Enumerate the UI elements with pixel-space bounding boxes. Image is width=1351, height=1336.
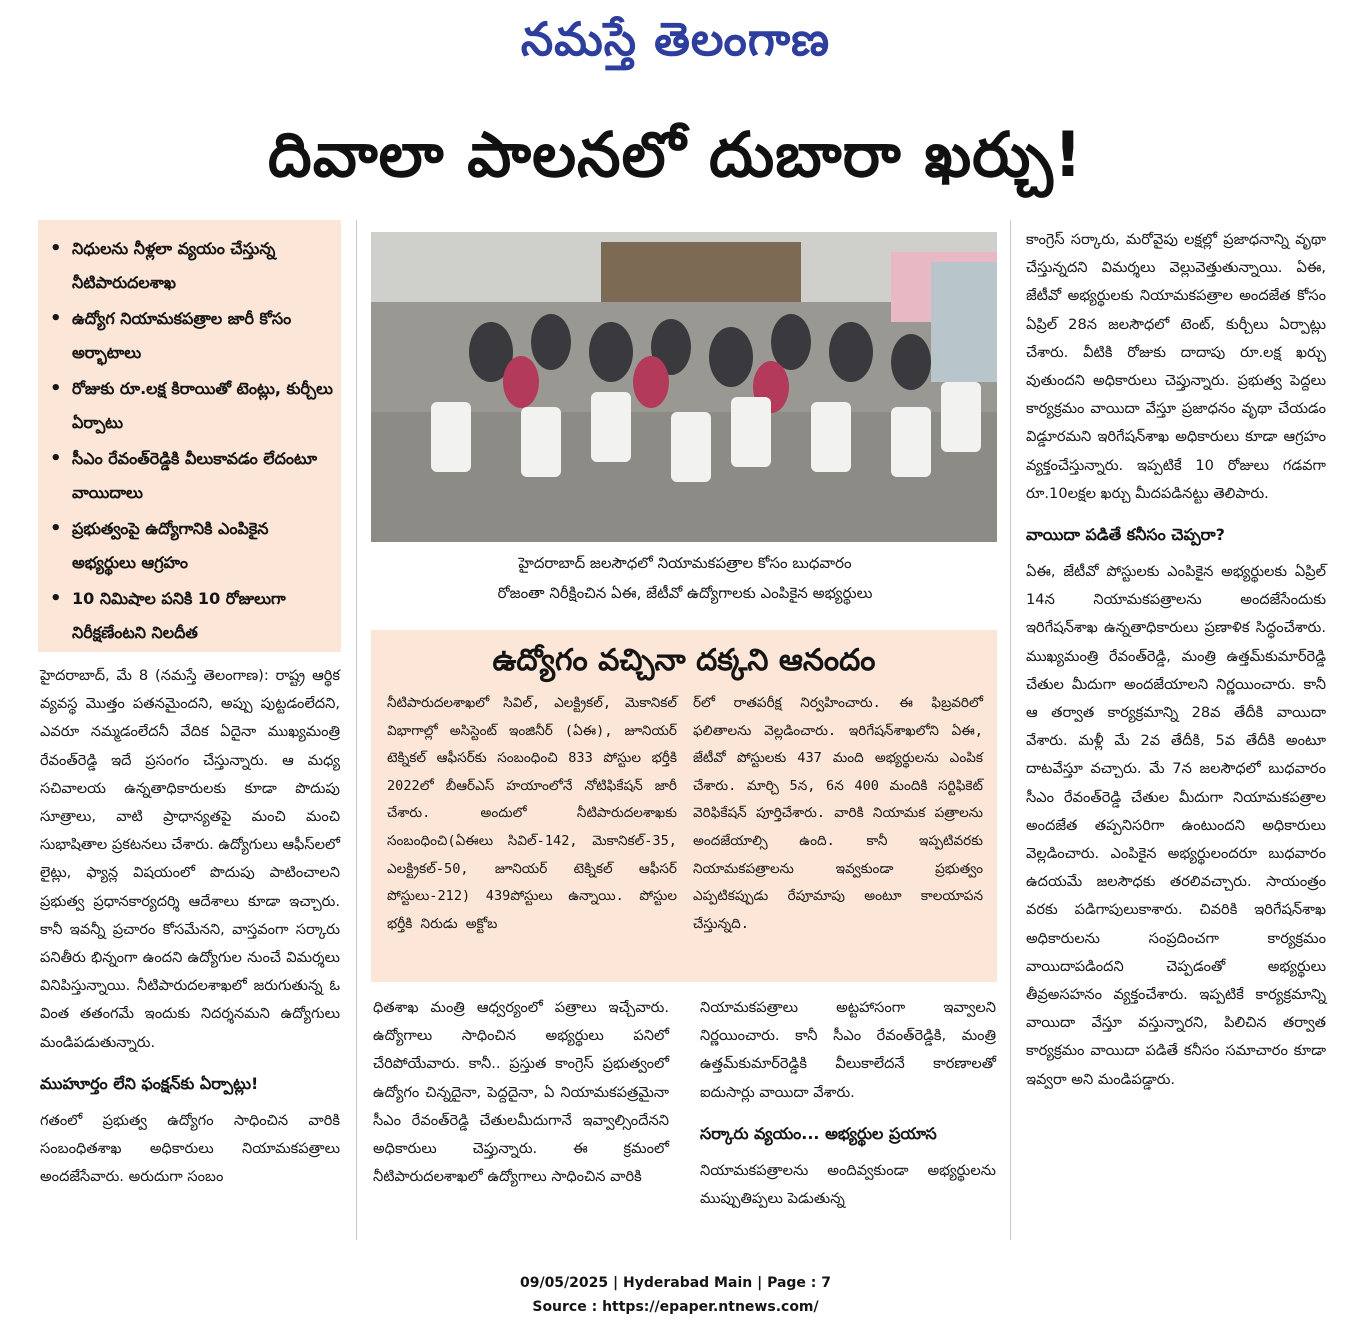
paragraph: ధితశాఖ మంత్రి ఆధ్వర్యంలో పత్రాలు ఇచ్చేవారు. ఉద్యోగాలు సాధించిన అభ్యర్థులు పనిలో చేరిపోయేవారు. కానీ.. ప్రస్తుత కాంగ్రెస్ ప్రభుత్వంలో ఉద్యోగం చిన్నదైనా, పెద్దదైనా, ఏ నియామకపత్రమైనా సీఎం రేవంత్‌రెడ్డి చేతులమీదుగానే ఇవ్వాల్సిందేనని అధికారులు చెప్తున్నారు. ఈ క్రమంలో నీటిపారుదలశాఖలో ఉద్యోగాలు సాధించిన వారికి (373, 999, 669, 1186)
highlight-text: రోజుకు రూ.లక్ష కిరాయితో టెంట్లు, కుర్చీలు ఏర్పాటు (72, 379, 333, 432)
highlight-text: సీఎం రేవంత్‌రెడ్డికి వీలుకావడం లేదంటూ వాయిదాలు (72, 449, 318, 502)
newspaper-masthead: నమస్తే తెలంగాణ (520, 12, 831, 66)
paragraph: గతంలో ప్రభుత్వ ఉద్యోగం సాధించిన వారికి సంబంధితశాఖ అధికారులు నియామకపత్రాలు అందజేసేవారు. అరుదుగా సంబం (40, 1111, 340, 1186)
paragraph: కాంగ్రెస్ సర్కారు, మరోవైపు లక్షల్లో ప్రజాధనాన్ని వృథా చేస్తున్నదని విమర్శలు వెల్లువెత్తుతున్నాయి. ఏఈ, జేటీవో అభ్యర్థులకు నియామకపత్రాల అందజేత కోసం ఏప్రిల్ 28న జలసౌధలో టెంట్, కుర్చీలు ఏర్పాట్లు చేశారు. వీటికి రోజుకు దాదాపు రూ.లక్ష ఖర్చు వుతుందని అధికారులు చెప్తున్నారు. ప్రభుత్వ పెద్దలు కార్యక్రమం వాయిదా వేస్తూ ప్రజాధనం వృథా చేయడం విడ్డూరమని ఇరిగేషన్‌శాఖ అధికారులు కూడా ఆగ్రహం వ్యక్తంచేస్తున్నారు. ఇప్పటికే 10 రోజులు గడవగా రూ.10లక్షల ఖర్చు మీదపడినట్టు తెలిపారు. (1026, 231, 1326, 502)
box-column (693, 690, 983, 938)
middle-column-1 (373, 994, 669, 1191)
paragraph: నియామకపత్రాలు అట్టహాసంగా ఇవ్వాలని నిర్ణయించారు. కానీ సీఎం రేవంత్‌రెడ్డికి, మంత్రి ఉత్తమ్‌కుమార్‌రెడ్డికి వీలుకాలేదనే కారణాలతో ఐదుసార్లు వాయిదా వేశారు. (700, 999, 996, 1101)
highlights-box (38, 220, 341, 652)
subhead: సర్కారు వ్యయం... అభ్యర్థుల ప్రయాస (700, 1123, 937, 1143)
highlight-item (50, 512, 335, 580)
bullet-icon: • (50, 378, 62, 399)
subhead: ముహూర్తం లేని ఫంక్షన్‌కు ఏర్పాట్లు! (40, 1073, 259, 1093)
box-title: ఉద్యోగం వచ్చినా దక్కని ఆనందం (492, 643, 876, 678)
highlight-item (50, 372, 335, 440)
left-column (40, 662, 340, 1191)
bullet-icon: • (50, 238, 62, 259)
highlight-text: 10 నిమిషాల పనికి 10 రోజులుగా నిరీక్షణేంటని నిలదీత (72, 589, 286, 642)
bullet-icon: • (50, 448, 62, 469)
bullet-icon: • (50, 518, 62, 539)
highlight-item (50, 582, 335, 650)
column-divider (356, 220, 357, 1240)
highlight-item (50, 232, 335, 300)
dateline-paragraph: హైదరాబాద్, మే 8 (నమస్తే తెలంగాణ): రాష్ట్ర ఆర్థిక వ్యవస్థ మొత్తం పతనమైందని, అప్పు పుట్టడంలేదని, ఎవరూ నమ్మడంలేదనీ వేదిక ఏదైనా ముఖ్యమంత్రి రేవంత్‌రెడ్డి ఇదే ప్రసంగం చేస్తున్నారు. ఆ మధ్య సచివాలయ ఉన్నతాధికారులకు కూడా పొదుపు సూత్రాలు, వాటి ప్రాధాన్యతపై మంచి మంచి సుభాషితాల ప్రకటనలు చేశారు. ఉద్యోగులు ఆఫీస్‌లలో లైట్లు, ఫ్యాన్ల విషయంలో పొదుపు పాటించాలని ప్రభుత్వ ప్రధానకార్యదర్శి ఆదేశాలు కూడా ఇచ్చారు. కానీ ఇవన్నీ ప్రచారం కోసమేనని, వాస్తవంగా సర్కారు పనితీరు భిన్నంగా ఉందని ఉద్యోగుల నుంచే విమర్శలు వినిపిస్తున్నాయి. నీటిపారుదలశాఖలో జరుగుతున్న ఓ వింత తతంగమే ఇందుకు నిదర్శనమని ఉద్యోగులు మండిపడుతున్నారు. (40, 667, 340, 1051)
news-photo (371, 232, 997, 542)
photo-caption (380, 548, 990, 608)
caption-line: రోజంతా నిరీక్షించిన ఏఈ, జేటీవో ఉద్యోగాలకు ఎంపికైన అభ్యర్థులు (497, 584, 873, 602)
highlight-text: ఉద్యోగ నియామకపత్రాల జారీ కోసం అర్భాటాలు (72, 309, 292, 362)
paragraph: నీటిపారుదలశాఖలో సివిల్, ఎలక్ట్రికల్, మెకానికల్ విభాగాల్లో అసిస్టెంట్ ఇంజినీర్ (ఏఈ), జూనియర్ టెక్నికల్ ఆఫీసర్‌కు సంబంధించి 833 పోస్టుల భర్తీకి 2022లో బీఆర్‌ఎస్ హయాంలోనే నోటిఫికేషన్ జారీ చేశారు. అందులో నీటిపారుదలశాఖకు సంబంధించి(ఏఈలు సివిల్-142, మెకానికల్-35, ఎలక్ట్రికల్-50, జూనియర్ టెక్నికల్ ఆఫీసర్ పోస్టులు-212) 439పోస్టులు ఉన్నాయి. పోస్టుల భర్తీకి నిరుడు అక్టోబ (387, 695, 677, 932)
highlight-text: నిధులను నీళ్లలా వ్యయం చేస్తున్న నీటిపారుదలశాఖ (72, 239, 276, 292)
photo-illustration (371, 232, 997, 542)
middle-column-2 (700, 994, 996, 1213)
paragraph: ర్‌లో రాతపరీక్ష నిర్వహించారు. ఈ ఫిబ్రవరిలో ఫలితాలను వెల్లడించారు. ఇరిగేషన్‌శాఖలోని ఏఈ, జేటీవో పోస్టులకు 437 మంది అభ్యర్థులను ఎంపిక చేశారు. మార్చి 5న, 6న 400 మందికి సర్టిఫికెట్ వెరిఫికేషన్ పూర్తిచేశారు. వారికి నియామక పత్రాలను అందజేయాల్సి ఉంది. కానీ ఇప్పటివరకు నియామకపత్రాలను ఇవ్వకుండా ప్రభుత్వం ఎప్పటికప్పుడు రేపూమాపు అంటూ కాలయాపన చేస్తున్నది. (693, 695, 983, 932)
footer-issue-info: 09/05/2025 | Hyderabad Main | Page : 7 (519, 1275, 832, 1291)
bullet-icon: • (50, 588, 62, 609)
column-divider (1010, 220, 1011, 1240)
highlight-item (50, 442, 335, 510)
right-column (1026, 226, 1326, 1094)
bullet-icon: • (50, 308, 62, 329)
caption-line: హైదరాబాద్ జలసౌధలో నియామకపత్రాల కోసం బుధవారం (518, 554, 852, 572)
subhead: వాయిదా పడితే కనీసం చెప్పరా? (1026, 525, 1225, 545)
paragraph: నియామకపత్రాలను అందివ్వకుండా అభ్యర్థులను ముప్పుతిప్పలు పెడుతున్న (700, 1161, 996, 1208)
highlight-item (50, 302, 335, 370)
page-headline: దివాలా పాలనలో దుబారా ఖర్చు! (267, 118, 1084, 191)
sidebar-story-box (371, 630, 997, 982)
paragraph: ఏఈ, జేటీవో పోస్టులకు ఎంపికైన అభ్యర్థులకు ఏప్రిల్ 14న నియామకపత్రాలను అందజేసేందుకు ఇరిగేషన్‌శాఖ ఉన్నతాధికారులు ప్రణాళిక సిద్ధంచేశారు. ముఖ్యమంత్రి రేవంత్‌రెడ్డి, మంత్రి ఉత్తమ్‌కుమార్‌రెడ్డి చేతుల మీదుగా అందజేయాలని నిర్ణయించారు. కానీ ఆ తర్వాత కార్యక్రమాన్ని 28వ తేదీకి వాయిదా వేశారు. మళ్లీ మే 2వ తేదీకి, 5వ తేదీకి అంటూ దాటవేస్తూ వచ్చారు. మే 7న జలసౌధలో బుధవారం సీఎం రేవంత్‌రెడ్డి చేతుల మీదుగా నియామకపత్రాల అందజేత తప్పనిసరిగా ఉంటుందని అధికారులు వెల్లడించారు. ఎంపికైన అభ్యర్థులందరూ బుధవారం ఉదయమే జలసౌధకు తరలివచ్చారు. సాయంత్రం వరకు పడిగాపులుకాశారు. చివరికి ఇరిగేషన్‌శాఖ అధికారులను సంప్రదించగా కార్యక్రమం వాయిదాపడిందని చెప్పడంతో అభ్యర్థులు తీవ్రఅసహనం వ్యక్తంచేశారు. ఇప్పటికే కార్యక్రమాన్ని వాయిదా వేస్తూ వస్తున్నారని, పిలిచిన తర్వాత కార్యక్రమం వాయిదా పడితే కనీసం సమాచారం కూడా ఇవ్వరా అని మండిపడ్డారు. (1026, 563, 1326, 1088)
box-column (387, 690, 677, 938)
highlight-text: ప్రభుత్వంపై ఉద్యోగానికి ఎంపికైన అభ్యర్థులు ఆగ్రహం (72, 519, 269, 572)
footer-source: Source : https://epaper.ntnews.com/ (532, 1299, 819, 1315)
